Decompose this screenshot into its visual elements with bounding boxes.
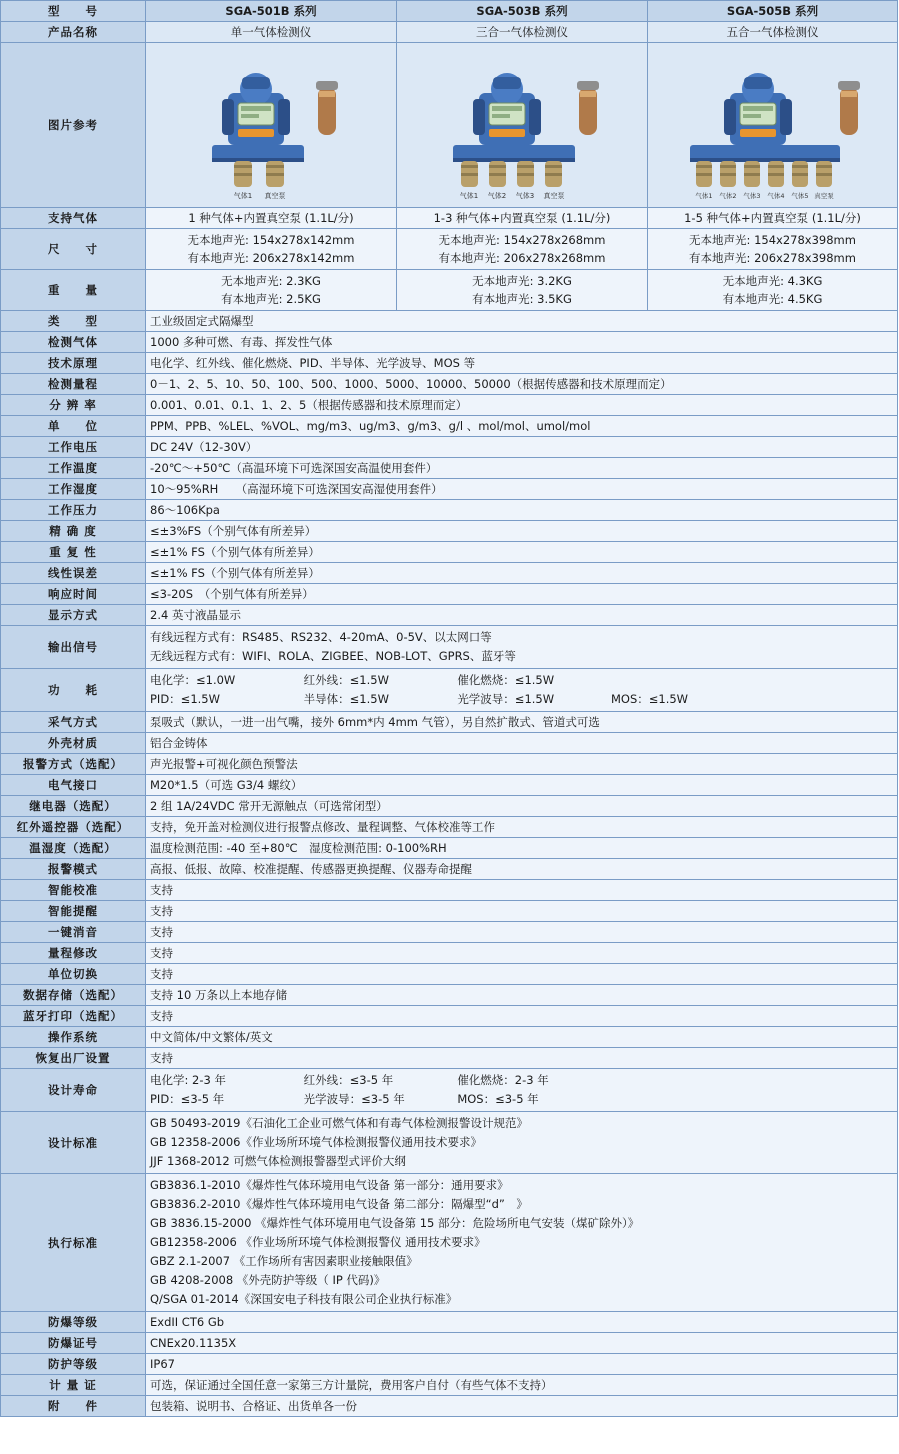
row-label-os: 操作系统 — [1, 1027, 146, 1048]
table-row — [1, 270, 898, 311]
device-image-3 — [648, 43, 898, 208]
row-label-type: 类 型 — [1, 311, 146, 332]
row-value-temp-humidity: 温度检测范围: -40 至+80℃ 湿度检测范围: 0-100%RH — [146, 838, 898, 859]
power-line-2 — [150, 690, 893, 709]
row-value-display: 2.4 英寸液晶显示 — [146, 605, 898, 626]
row-label-temp-humidity: 温湿度（选配） — [1, 838, 146, 859]
weight-1-line1: 无本地声光: 2.3KG — [221, 274, 321, 288]
weight-2-line2: 有本地声光: 3.5KG — [472, 292, 572, 306]
table-row — [1, 1354, 898, 1375]
table-row — [1, 1069, 898, 1112]
table-row — [1, 1027, 898, 1048]
svg-text:气体4: 气体4 — [767, 192, 785, 200]
weight-1 — [146, 270, 397, 311]
weight-3-line2: 有本地声光: 4.5KG — [722, 292, 823, 306]
table-row — [1, 859, 898, 880]
support-gas-3: 1-5 种气体+内置真空泵 (1.1L/分) — [648, 208, 898, 229]
row-value-electric-interface: M20*1.5（可选 G3/4 螺纹） — [146, 775, 898, 796]
output-signal-wireless: 无线远程方式有：WIFI、ROLA、ZIGBEE、NOB-LOT、GPRS、蓝牙等 — [150, 649, 516, 663]
row-label-metrology-cert: 计 量 证 — [1, 1375, 146, 1396]
table-row — [1, 1375, 898, 1396]
table-row — [1, 943, 898, 964]
row-value-temperature: -20℃～+50℃（高温环境下可选深国安高温使用套件） — [146, 458, 898, 479]
size-2 — [397, 229, 648, 270]
execute-standard-line-2: GB3836.2-2010《爆炸性气体环境用电气设备 第二部分：隔爆型“d” 》 — [150, 1197, 528, 1211]
row-value-repeatability: ≤±1% FS（个别气体有所差异） — [146, 542, 898, 563]
execute-standard-line-5: GBZ 2.1-2007 《工作场所有害因素职业接触限值》 — [150, 1254, 418, 1268]
table-row — [1, 817, 898, 838]
row-label-ip-grade: 防护等级 — [1, 1354, 146, 1375]
life-cat: 催化燃烧：2-3 年 — [457, 1073, 549, 1087]
row-value-relay: 2 组 1A/24VDC 常开无源触点（可选常闭型） — [146, 796, 898, 817]
table-row — [1, 500, 898, 521]
svg-text:真空泵: 真空泵 — [814, 192, 834, 200]
row-value-ip-grade: IP67 — [146, 1354, 898, 1375]
svg-text:气体3: 气体3 — [515, 192, 535, 200]
table-row — [1, 964, 898, 985]
row-label-unit-switch: 单位切换 — [1, 964, 146, 985]
row-label-support-gas: 支持气体 — [1, 208, 146, 229]
table-row — [1, 521, 898, 542]
row-value-accessories: 包装箱、说明书、合格证、出货单各一份 — [146, 1396, 898, 1417]
table-row — [1, 374, 898, 395]
row-value-ir-remote: 支持，免开盖对检测仪进行报警点修改、量程调整、气体校准等工作 — [146, 817, 898, 838]
table-row — [1, 311, 898, 332]
table-row — [1, 754, 898, 775]
row-label-linearity: 线性误差 — [1, 563, 146, 584]
row-label-product-name: 产品名称 — [1, 22, 146, 43]
table-row — [1, 796, 898, 817]
device-image-2 — [397, 43, 648, 208]
row-label-sampling: 采气方式 — [1, 712, 146, 733]
row-value-os: 中文简体/中文繁体/英文 — [146, 1027, 898, 1048]
row-value-type: 工业级固定式隔爆型 — [146, 311, 898, 332]
row-value-linearity: ≤±1% FS（个别气体有所差异） — [146, 563, 898, 584]
table-row — [1, 1333, 898, 1354]
design-standard-line-2: GB 12358-2006《作业场所环境气体检测报警仪通用技术要求》 — [150, 1135, 482, 1149]
row-label-technology: 技术原理 — [1, 353, 146, 374]
model-1: SGA-501B 系列 — [146, 1, 397, 22]
row-value-design-life — [146, 1069, 898, 1112]
row-label-repeatability: 重 复 性 — [1, 542, 146, 563]
row-value-execute-standard — [146, 1174, 898, 1312]
svg-text:气体2: 气体2 — [487, 192, 507, 200]
execute-standard-line-7: Q/SGA 01-2014《深国安电子科技有限公司企业执行标准》 — [150, 1292, 458, 1306]
row-value-factory-reset: 支持 — [146, 1048, 898, 1069]
table-row — [1, 985, 898, 1006]
row-label-display: 显示方式 — [1, 605, 146, 626]
row-label-data-storage: 数据存储（选配） — [1, 985, 146, 1006]
size-2-line2: 有本地声光: 206x278x268mm — [438, 251, 606, 265]
row-value-alarm-mode: 高报、低报、故障、校准提醒、传感器更换提醒、仪器寿命提醒 — [146, 859, 898, 880]
table-row — [1, 1112, 898, 1174]
table-row — [1, 1048, 898, 1069]
row-value-pressure: 86～106Kpa — [146, 500, 898, 521]
svg-text:真空泵: 真空泵 — [543, 192, 565, 200]
row-label-detect-gas: 检测气体 — [1, 332, 146, 353]
row-label-alarm-mode: 报警模式 — [1, 859, 146, 880]
power-ec: 电化学：≤1.0W — [150, 673, 236, 687]
table-row — [1, 1, 898, 22]
row-label-pressure: 工作压力 — [1, 500, 146, 521]
size-1 — [146, 229, 397, 270]
table-row — [1, 584, 898, 605]
weight-3-line1: 无本地声光: 4.3KG — [722, 274, 823, 288]
row-value-unit-switch: 支持 — [146, 964, 898, 985]
power-pid: PID：≤1.5W — [150, 692, 220, 706]
life-owg: 光学波导：≤3-5 年 — [303, 1092, 405, 1106]
table-row — [1, 563, 898, 584]
row-label-voltage: 工作电压 — [1, 437, 146, 458]
row-value-ex-grade: ExdII CT6 Gb — [146, 1312, 898, 1333]
row-label-smart-reminder: 智能提醒 — [1, 901, 146, 922]
row-value-output-signal — [146, 626, 898, 669]
gas-detector-illustration-1 — [150, 45, 390, 205]
header-label: 型 号 — [1, 1, 146, 22]
execute-standard-line-4: GB12358-2006 《作业场所环境气体检测报警仪 通用技术要求》 — [150, 1235, 486, 1249]
table-row — [1, 43, 898, 208]
row-label-ir-remote: 红外遥控器（选配） — [1, 817, 146, 838]
row-label-alarm-method: 报警方式（选配） — [1, 754, 146, 775]
row-label-relay: 继电器（选配） — [1, 796, 146, 817]
row-label-unit: 单 位 — [1, 416, 146, 437]
row-value-power — [146, 669, 898, 712]
size-1-line2: 有本地声光: 206x278x142mm — [187, 251, 355, 265]
row-value-smart-calibration: 支持 — [146, 880, 898, 901]
row-label-accessories: 附 件 — [1, 1396, 146, 1417]
row-value-data-storage: 支持 10 万条以上本地存储 — [146, 985, 898, 1006]
table-row — [1, 416, 898, 437]
row-value-ex-cert: CNEx20.1135X — [146, 1333, 898, 1354]
table-row — [1, 838, 898, 859]
power-owg: 光学波导：≤1.5W — [457, 692, 555, 706]
table-row — [1, 605, 898, 626]
execute-standard-line-6: GB 4208-2008 《外壳防护等级（ IP 代码)》 — [150, 1273, 386, 1287]
gas-detector-illustration-2 — [401, 45, 641, 205]
table-row — [1, 542, 898, 563]
power-mos: MOS：≤1.5W — [610, 692, 689, 706]
svg-text:气体1: 气体1 — [459, 192, 479, 200]
row-label-design-life: 设计寿命 — [1, 1069, 146, 1112]
support-gas-2: 1-3 种气体+内置真空泵 (1.1L/分) — [397, 208, 648, 229]
table-row — [1, 332, 898, 353]
row-value-accuracy: ≤±3%FS（个别气体有所差异） — [146, 521, 898, 542]
weight-2-line1: 无本地声光: 3.2KG — [472, 274, 572, 288]
design-standard-line-3: JJF 1368-2012 可燃气体检测报警器型式评价大纲 — [150, 1154, 406, 1168]
row-value-response-time: ≤3-20S （个别气体有所差异） — [146, 584, 898, 605]
row-value-smart-reminder: 支持 — [146, 901, 898, 922]
table-row — [1, 712, 898, 733]
row-value-resolution: 0.001、0.01、0.1、1、2、5（根据传感器和技术原理而定） — [146, 395, 898, 416]
output-signal-wired: 有线远程方式有：RS485、RS232、4-20mA、0-5V、以太网口等 — [150, 630, 492, 644]
table-row — [1, 901, 898, 922]
row-value-humidity: 10～95%RH （高湿环境下可选深国安高湿使用套件） — [146, 479, 898, 500]
weight-2 — [397, 270, 648, 311]
execute-standard-line-1: GB3836.1-2010《爆炸性气体环境用电气设备 第一部分：通用要求》 — [150, 1178, 509, 1192]
table-row — [1, 22, 898, 43]
row-value-range: 0－1、2、5、10、50、100、500、1000、5000、10000、50000（根据传感器和技术原理而定） — [146, 374, 898, 395]
table-row — [1, 458, 898, 479]
svg-text:气体3: 气体3 — [743, 192, 761, 200]
row-label-humidity: 工作湿度 — [1, 479, 146, 500]
svg-text:气体5: 气体5 — [791, 192, 809, 200]
row-value-one-key-mute: 支持 — [146, 922, 898, 943]
size-3 — [648, 229, 898, 270]
row-value-technology: 电化学、红外线、催化燃烧、PID、半导体、光学波导、MOS 等 — [146, 353, 898, 374]
row-label-execute-standard: 执行标准 — [1, 1174, 146, 1312]
product-name-2: 三合一气体检测仪 — [397, 22, 648, 43]
row-value-metrology-cert: 可选，保证通过全国任意一家第三方计量院，费用客户自付（有些气体不支持） — [146, 1375, 898, 1396]
svg-text:气体1: 气体1 — [695, 192, 713, 200]
table-row — [1, 437, 898, 458]
row-value-voltage: DC 24V（12-30V） — [146, 437, 898, 458]
row-label-output-signal: 输出信号 — [1, 626, 146, 669]
row-value-shell-material: 铝合金铸体 — [146, 733, 898, 754]
row-label-shell-material: 外壳材质 — [1, 733, 146, 754]
table-row — [1, 733, 898, 754]
row-label-factory-reset: 恢复出厂设置 — [1, 1048, 146, 1069]
size-1-line1: 无本地声光: 154x278x142mm — [187, 233, 355, 247]
table-row — [1, 208, 898, 229]
row-label-bluetooth-print: 蓝牙打印（选配） — [1, 1006, 146, 1027]
table-row — [1, 479, 898, 500]
device-image-1 — [146, 43, 397, 208]
life-ec: 电化学: 2-3 年 — [150, 1073, 226, 1087]
table-row — [1, 922, 898, 943]
row-label-response-time: 响应时间 — [1, 584, 146, 605]
table-row — [1, 353, 898, 374]
row-value-unit: PPM、PPB、%LEL、%VOL、mg/m3、ug/m3、g/m3、g/l 、mol/mol、umol/mol — [146, 416, 898, 437]
table-row — [1, 229, 898, 270]
caption-gas-1: 气体1 — [233, 192, 253, 200]
table-row — [1, 1312, 898, 1333]
life-mos: MOS：≤3-5 年 — [457, 1092, 539, 1106]
power-line-1 — [150, 671, 893, 690]
table-row — [1, 1174, 898, 1312]
support-gas-1: 1 种气体+内置真空泵 (1.1L/分) — [146, 208, 397, 229]
power-semi: 半导体：≤1.5W — [303, 692, 389, 706]
row-value-range-modify: 支持 — [146, 943, 898, 964]
table-row — [1, 1006, 898, 1027]
table-row — [1, 775, 898, 796]
row-label-size: 尺 寸 — [1, 229, 146, 270]
product-name-3: 五合一气体检测仪 — [648, 22, 898, 43]
design-life-line-2 — [150, 1090, 893, 1109]
row-label-range: 检测量程 — [1, 374, 146, 395]
weight-3 — [648, 270, 898, 311]
size-3-line2: 有本地声光: 206x278x398mm — [689, 251, 856, 265]
power-ir: 红外线：≤1.5W — [303, 673, 389, 687]
row-value-sampling: 泵吸式（默认，一进一出气嘴，接外 6mm*内 4mm 气管），另自然扩散式、管道式可选 — [146, 712, 898, 733]
model-2: SGA-503B 系列 — [397, 1, 648, 22]
row-label-resolution: 分 辨 率 — [1, 395, 146, 416]
row-label-image-ref: 图片参考 — [1, 43, 146, 208]
row-label-electric-interface: 电气接口 — [1, 775, 146, 796]
row-label-one-key-mute: 一键消音 — [1, 922, 146, 943]
svg-text:气体2: 气体2 — [719, 192, 737, 200]
execute-standard-line-3: GB 3836.15-2000 《爆炸性气体环境用电气设备第 15 部分：危险场所电气安装（煤矿除外）》 — [150, 1216, 640, 1230]
power-cat: 催化燃烧：≤1.5W — [457, 673, 555, 687]
weight-1-line2: 有本地声光: 2.5KG — [221, 292, 321, 306]
row-value-detect-gas: 1000 多种可燃、有毒、挥发性气体 — [146, 332, 898, 353]
row-value-alarm-method: 声光报警+可视化颜色预警法 — [146, 754, 898, 775]
design-life-line-1 — [150, 1071, 893, 1090]
table-row — [1, 880, 898, 901]
table-row — [1, 626, 898, 669]
row-label-accuracy: 精 确 度 — [1, 521, 146, 542]
row-label-design-standard: 设计标准 — [1, 1112, 146, 1174]
row-label-ex-grade: 防爆等级 — [1, 1312, 146, 1333]
life-ir: 红外线：≤3-5 年 — [303, 1073, 394, 1087]
size-3-line1: 无本地声光: 154x278x398mm — [689, 233, 856, 247]
size-2-line1: 无本地声光: 154x278x268mm — [438, 233, 606, 247]
row-label-weight: 重 量 — [1, 270, 146, 311]
row-label-smart-calibration: 智能校准 — [1, 880, 146, 901]
row-label-power: 功 耗 — [1, 669, 146, 712]
design-standard-line-1: GB 50493-2019《石油化工企业可燃气体和有毒气体检测报警设计规范》 — [150, 1116, 528, 1130]
row-label-temperature: 工作温度 — [1, 458, 146, 479]
row-label-range-modify: 量程修改 — [1, 943, 146, 964]
life-pid: PID：≤3-5 年 — [150, 1092, 225, 1106]
gas-detector-illustration-3 — [652, 45, 892, 205]
table-row — [1, 669, 898, 712]
table-row — [1, 395, 898, 416]
row-label-ex-cert: 防爆证号 — [1, 1333, 146, 1354]
table-row — [1, 1396, 898, 1417]
row-value-bluetooth-print: 支持 — [146, 1006, 898, 1027]
row-value-design-standard — [146, 1112, 898, 1174]
caption-pump: 真空泵 — [264, 192, 286, 200]
product-name-1: 单一气体检测仪 — [146, 22, 397, 43]
model-3: SGA-505B 系列 — [648, 1, 898, 22]
